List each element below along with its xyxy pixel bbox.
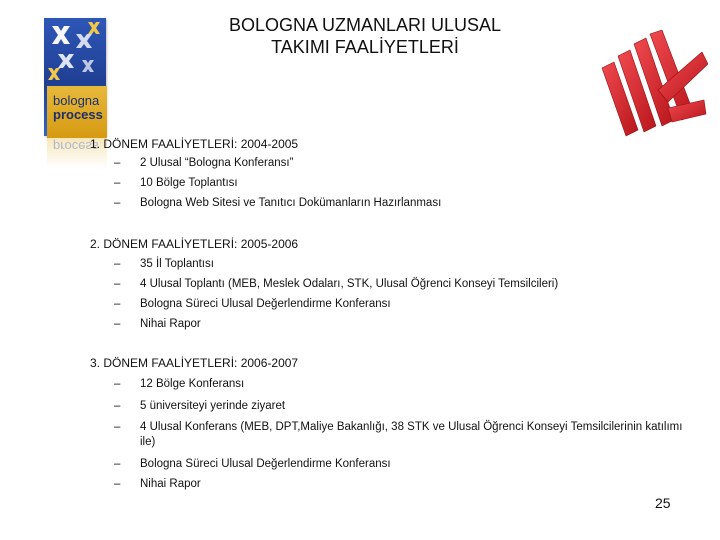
bullet-dash: –: [114, 400, 121, 412]
logo-wordmark: [47, 86, 107, 138]
section-heading-1: 1. DÖNEM FAALİYETLERİ: 2004-2005: [90, 137, 299, 151]
bullet-dash: –: [114, 177, 121, 189]
bullet-dash: –: [114, 298, 121, 310]
list-item-text: Nihai Rapor: [140, 478, 201, 490]
bullet-dash: –: [114, 318, 121, 330]
list-item-text: Bologna Web Sitesi ve Tanıtıcı Dokümanların Hazırlanması: [140, 197, 442, 209]
section-heading-2: 2. DÖNEM FAALİYETLERİ: 2005-2006: [90, 237, 299, 251]
logo-reflection-word: process: [53, 139, 99, 154]
bullet-dash: –: [114, 278, 121, 290]
bullet-dash: –: [114, 157, 121, 169]
list-item-text: 4 Ulusal Konferans (MEB, DPT,Maliye Bakanlığı, 38 STK ve Ulusal Öğrenci Konseyi Temsilcilerinin katılımı ile): [140, 421, 683, 448]
logo-x-marks-icon: [44, 18, 106, 86]
yok-emblem-icon: [598, 30, 708, 148]
list-item-text: Bologna Süreci Ulusal Değerlendirme Konferansı: [140, 458, 391, 470]
section-heading-3: 3. DÖNEM FAALİYETLERİ: 2006-2007: [90, 356, 299, 370]
bullet-dash: –: [114, 378, 121, 390]
list-item-text: 35 İl Toplantısı: [140, 258, 214, 270]
list-item-text: Nihai Rapor: [140, 318, 201, 330]
page-number: 25: [655, 495, 671, 511]
slide-title-line2: TAKIMI FAALİYETLERİ: [271, 37, 459, 57]
bullet-dash: –: [114, 458, 121, 470]
list-item-text: 4 Ulusal Toplantı (MEB, Meslek Odaları, STK, Ulusal Öğrenci Konseyi Temsilcileri): [140, 278, 559, 290]
logo-word-process: process: [53, 107, 103, 122]
list-item-text: 10 Bölge Toplantısı: [140, 177, 238, 189]
list-item-text: 2 Ulusal “Bologna Konferansı”: [140, 157, 294, 169]
bullet-dash: –: [114, 421, 121, 433]
bullet-dash: –: [114, 258, 121, 270]
list-item-text: 12 Bölge Konferansı: [140, 378, 245, 390]
bullet-dash: –: [114, 197, 121, 209]
logo-word-bologna: bologna: [53, 93, 100, 108]
slide-title: [170, 14, 560, 58]
slide-title-line1: BOLOGNA UZMANLARI ULUSAL: [228, 15, 502, 35]
list-item-text: 5 üniversiteyi yerinde ziyaret: [140, 400, 286, 412]
bullet-dash: –: [114, 478, 121, 490]
list-item-text: Bologna Süreci Ulusal Değerlendirme Konferansı: [140, 298, 391, 310]
